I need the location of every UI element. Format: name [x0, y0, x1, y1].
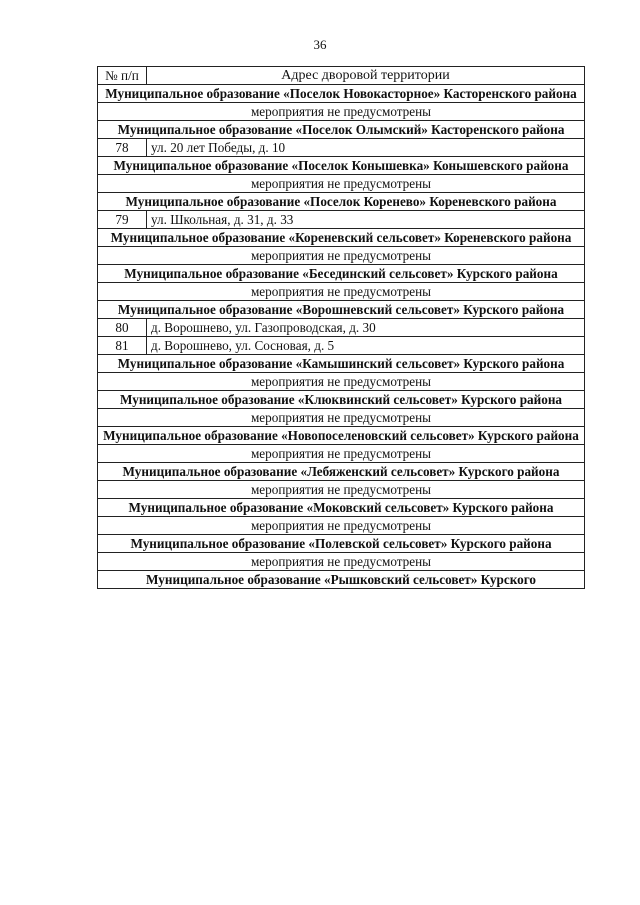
table-row — [98, 139, 585, 157]
row-address: д. Ворошнево, ул. Газопроводская, д. 30 — [147, 319, 585, 337]
table-body — [98, 85, 585, 589]
municipality-heading: Муниципальное образование «Камышинский сельсовет» Курского района — [98, 355, 585, 373]
page-number: 36 — [313, 37, 327, 52]
section-heading-row — [98, 121, 585, 139]
address-table — [97, 66, 585, 589]
section-heading-row — [98, 391, 585, 409]
section-heading-row — [98, 229, 585, 247]
section-heading-row — [98, 157, 585, 175]
no-activities-row — [98, 445, 585, 463]
no-activities-note: мероприятия не предусмотрены — [98, 445, 585, 463]
municipality-heading: Муниципальное образование «Лебяженский сельсовет» Курского района — [98, 463, 585, 481]
section-heading-row — [98, 535, 585, 553]
no-activities-row — [98, 283, 585, 301]
no-activities-note: мероприятия не предусмотрены — [98, 517, 585, 535]
section-heading-row — [98, 85, 585, 103]
row-number: 80 — [98, 319, 147, 337]
municipality-heading: Муниципальное образование «Поселок Новокасторное» Касторенского района — [98, 85, 585, 103]
municipality-heading: Муниципальное образование «Рышковский сельсовет» Курского — [98, 571, 585, 589]
municipality-heading: Муниципальное образование «Ворошневский сельсовет» Курского района — [98, 301, 585, 319]
table-row — [98, 319, 585, 337]
no-activities-row — [98, 409, 585, 427]
table-row — [98, 337, 585, 355]
section-heading-row — [98, 301, 585, 319]
no-activities-note: мероприятия не предусмотрены — [98, 409, 585, 427]
no-activities-row — [98, 553, 585, 571]
municipality-heading: Муниципальное образование «Полевской сельсовет» Курского района — [98, 535, 585, 553]
column-header-address: Адрес дворовой территории — [147, 67, 585, 85]
row-address: ул. 20 лет Победы, д. 10 — [147, 139, 585, 157]
municipality-heading: Муниципальное образование «Поселок Олымский» Касторенского района — [98, 121, 585, 139]
table-row — [98, 211, 585, 229]
row-number: 81 — [98, 337, 147, 355]
no-activities-row — [98, 517, 585, 535]
no-activities-note: мероприятия не предусмотрены — [98, 283, 585, 301]
no-activities-row — [98, 247, 585, 265]
no-activities-row — [98, 481, 585, 499]
no-activities-note: мероприятия не предусмотрены — [98, 373, 585, 391]
municipality-heading: Муниципальное образование «Поселок Конышевка» Конышевского района — [98, 157, 585, 175]
row-number: 79 — [98, 211, 147, 229]
no-activities-note: мероприятия не предусмотрены — [98, 247, 585, 265]
row-number: 78 — [98, 139, 147, 157]
row-address: д. Ворошнево, ул. Сосновая, д. 5 — [147, 337, 585, 355]
section-heading-row — [98, 193, 585, 211]
municipality-heading: Муниципальное образование «Моковский сельсовет» Курского района — [98, 499, 585, 517]
section-heading-row — [98, 571, 585, 589]
section-heading-row — [98, 499, 585, 517]
section-heading-row — [98, 355, 585, 373]
row-address: ул. Школьная, д. 31, д. 33 — [147, 211, 585, 229]
no-activities-note: мероприятия не предусмотрены — [98, 175, 585, 193]
municipality-heading: Муниципальное образование «Новопоселеновский сельсовет» Курского района — [98, 427, 585, 445]
section-heading-row — [98, 463, 585, 481]
municipality-heading: Муниципальное образование «Бесединский сельсовет» Курского района — [98, 265, 585, 283]
section-heading-row — [98, 265, 585, 283]
section-heading-row — [98, 427, 585, 445]
no-activities-row — [98, 175, 585, 193]
table-header-row — [98, 67, 585, 85]
no-activities-note: мероприятия не предусмотрены — [98, 103, 585, 121]
municipality-heading: Муниципальное образование «Поселок Коренево» Кореневского района — [98, 193, 585, 211]
no-activities-note: мероприятия не предусмотрены — [98, 553, 585, 571]
no-activities-row — [98, 103, 585, 121]
municipality-heading: Муниципальное образование «Клюквинский сельсовет» Курского района — [98, 391, 585, 409]
no-activities-row — [98, 373, 585, 391]
column-header-number: № п/п — [98, 67, 147, 85]
municipality-heading: Муниципальное образование «Кореневский сельсовет» Кореневского района — [98, 229, 585, 247]
no-activities-note: мероприятия не предусмотрены — [98, 481, 585, 499]
